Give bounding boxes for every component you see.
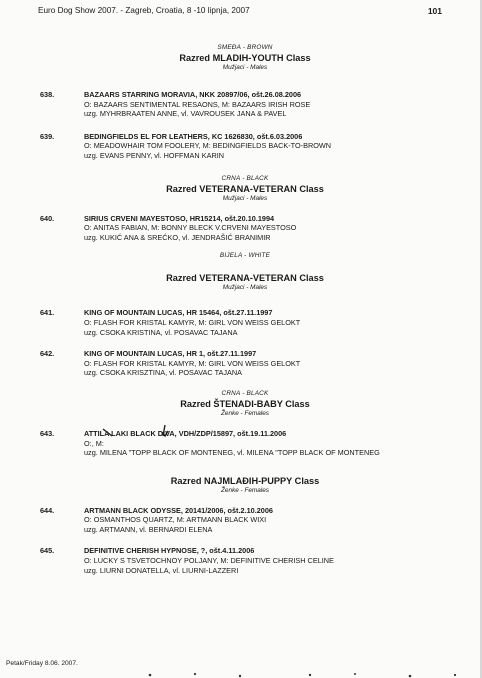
page-header [38,6,442,20]
class-heading: Razred ŠTENADI-BABY Class [180,398,310,409]
class-heading: Razred MLADIH-YOUTH Class [179,53,311,63]
dog-name: KING OF MOUNTAIN LUCAS, HR 15464, ošt.27.11.1997 [84,308,273,318]
sex-heading: Mužjaci - Males [222,194,268,202]
sex-heading: Mužjaci - Males [222,64,268,71]
entry-number: 642. [40,349,55,359]
class-heading: Razred VETERANA-VETERAN Class [166,183,324,194]
entry-number: 640. [40,213,55,223]
entry-number: 644. [40,505,55,515]
dog-parents: O: FLASH FOR KRISTAL KAMYR, M: GIRL VON WEISS GELOKT [84,317,301,327]
entry-number: 645. [40,546,55,556]
dog-name: KING OF MOUNTAIN LUCAS, HR 1, ošt.27.11.1997 [84,349,257,359]
class-heading: Razred NAJMLAĐIH-PUPPY Class [170,475,320,486]
dog-parents: O: OSMANTHOS QUARTZ, M: ARTMANN BLACK WIXI [84,515,267,525]
dog-parents: O: FLASH FOR KRISTAL KAMYR, M: GIRL VON WEISS GELOKT [84,358,301,368]
dog-owner: uzg. LIURNI DONATELLA, vl. LIURNI-LAZZERI [84,565,239,575]
scan-edge-noise [0,670,482,678]
catalog-entry [40,90,450,119]
class-heading: Razred VETERANA-VETERAN Class [166,273,324,284]
catalog-entry [40,506,450,535]
dog-owner: uzg. CSOKA KRISTINA, vl. POSAVAC TAJANA [84,327,238,337]
catalog-content [40,44,450,575]
color-heading: CRNA - BLACK [221,174,269,182]
dog-owner: uzg. EVANS PENNY, vl. HOFFMAN KARIN [84,150,225,160]
catalog-entry [40,308,450,337]
dog-parents: O: BAZAARS SENTIMENTAL RESAONS, M: BAZAARS IRISH ROSE [84,99,311,109]
page-footer: Petak/Friday 8.06. 2007. [6,660,78,667]
dog-owner: uzg. MILENA "TOPP BLACK OF MONTENEG, vl. MILENA "TOPP BLACK OF MONTENEG [84,448,380,458]
entry-number: 638. [40,90,55,99]
dog-name: ARTMANN BLACK ODYSSE, 20141/2006, ošt.2.10.2006 [84,505,273,515]
catalog-entry [40,349,450,378]
dog-name: SIRIUS CRVENI MAYESTOSO, HR15214, ošt.20.10.1994 [84,213,275,223]
entry-number: 639. [40,131,55,141]
catalog-entry [40,546,450,575]
dog-owner: uzg. ARTMANN, vl. BERNARDI ELENA [84,524,213,534]
color-heading: SMEĐA - BROWN [217,44,273,51]
dog-name: BEDINGFIELDS EL FOR LEATHERS, KC 1626830, ošt.6.03.2006 [84,131,303,141]
entry-number: 643. [40,428,55,438]
class-section [40,390,450,458]
class-section [40,252,450,378]
class-section [40,175,450,243]
dog-owner: uzg. CSOKA KRISZTINA, vl. POSAVAC TAJANA [84,368,243,378]
dog-name: BAZAARS STARRING MORAVIA, NKK 20897/06, ošt.26.08.2006 [84,90,302,99]
color-heading: CRNA - BLACK [221,389,269,397]
class-section [40,476,450,576]
dog-name: ATTILA LAKI BLACK DIVA, VDH/ZDP/15897, ošt.19.11.2006 [84,428,287,438]
dog-owner: uzg. MYHRBRAATEN ANNE, vl. VAVROUSEK JANA & PAVEL [84,109,287,119]
class-section [40,44,450,161]
catalog-entry [40,214,450,243]
dog-parents: O:, M: [84,438,104,448]
dog-name: DEFINITIVE CHERISH HYPNOSE, ?, ošt.4.11.2006 [84,546,255,556]
scan-mark [160,424,170,438]
dog-parents: O: MEADOWHAIR TOM FOOLERY, M: BEDINGFIELDS BACK-TO-BROWN [84,141,332,151]
sex-heading: Ženke - Females [221,486,269,494]
dog-parents: O: ANITAS FABIAN, M: BONNY BLECK V.CRVENI MAYESTOSO [84,223,297,233]
dog-parents: O: LUCKY S TSVETOCHNOY POLJANY, M: DEFINITIVE CHERISH CELINE [84,556,334,566]
page-number: 101 [427,6,442,16]
scan-mark [102,428,114,438]
catalog-entry [40,132,450,161]
sex-heading: Ženke - Females [221,409,269,417]
sex-heading: Mužjaci - Males [222,284,268,292]
color-heading: BIJELA - WHITE [219,252,271,260]
entry-number: 641. [40,308,55,318]
dog-owner: uzg. KUKIĆ ANA & SREĆKO, vl. JENDRAŠIĆ BRANIMIR [84,232,271,242]
header-title: Euro Dog Show 2007. - Zagreb, Croatia, 8 -10 lipnja, 2007 [38,6,250,15]
